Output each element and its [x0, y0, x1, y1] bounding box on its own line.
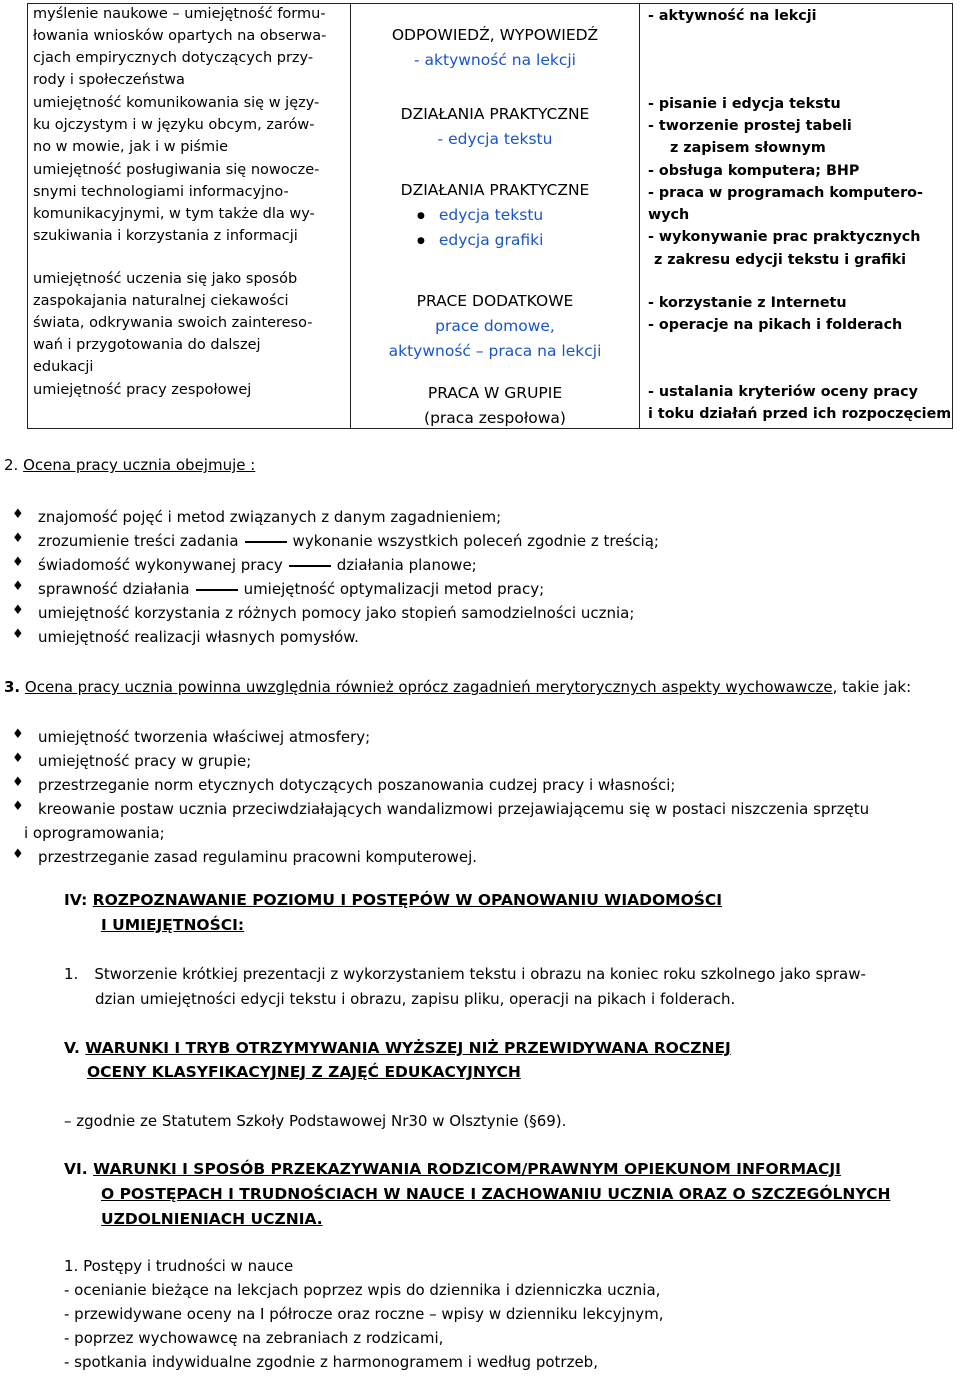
list-item: ♦ znajomość pojęć i metod związanych z danym zagadnieniem; [12, 507, 502, 526]
table-cell-text: z zapisem słownym [670, 140, 826, 156]
table-cell-text: - ustalania kryteriów oceny pracy [648, 384, 918, 400]
table-cell-text: komunikacyjnymi, w tym także dla wy- [33, 206, 315, 222]
section-title: Ocena pracy ucznia obejmuje : [23, 456, 256, 474]
paragraph-line: - spotkania indywidualne zgodnie z harmonogramem i według potrzeb, [64, 1353, 598, 1371]
list-item: ♦ umiejętność realizacji własnych pomysłów. [12, 627, 359, 646]
table-cell-text: aktywność – praca na lekcji [388, 342, 602, 360]
table-cell-text: rody i społeczeństwa [33, 72, 185, 88]
diamond-bullet-icon: ♦ [12, 799, 24, 814]
section-title-continued: OCENY KLASYFIKACYJNEJ Z ZAJĘĆ EDUKACYJNYCH [87, 1063, 521, 1081]
section-title: WARUNKI I TRYB OTRZYMYWANIA WYŻSZEJ NIŻ PRZEWIDYWANA ROCZNEJ [85, 1039, 731, 1057]
table-cell-text: ku ojczystym i w języku obcym, zarów- [33, 117, 315, 133]
diamond-bullet-icon: ♦ [12, 751, 24, 766]
table-cell-text: myślenie naukowe – umiejętność formu- [33, 6, 326, 22]
section-title-continued: I UMIEJĘTNOŚCI: [101, 916, 245, 934]
section-6-heading [64, 1160, 841, 1178]
table-cell-text: - tworzenie prostej tabeli [648, 118, 852, 134]
list-item: ♦ przestrzeganie norm etycznych dotyczących poszanowania cudzej pracy i własności; [12, 775, 676, 794]
section-2-heading [4, 456, 255, 474]
list-item: ♦ umiejętność tworzenia właściwej atmosfery; [12, 727, 371, 746]
table-cell-text: - edycja tekstu [437, 130, 553, 148]
table-cell-text: - aktywność na lekcji [414, 51, 576, 69]
table-cell-text: szukiwania i korzystania z informacji [33, 228, 298, 244]
table-cell-heading: PRACE DODATKOWE [416, 292, 574, 310]
table-cell-text: edukacji [33, 359, 94, 375]
section-5-heading [64, 1039, 731, 1057]
table-cell-text: cjach empirycznych dotyczących przy- [33, 50, 314, 66]
bullet-item: ● edycja grafiki [417, 231, 543, 249]
list-item: ♦ kreowanie postaw ucznia przeciwdziałających wandalizmowi przejawiającemu się w postaci niszczenia sprzętu [12, 799, 870, 818]
section-number: 2. [4, 456, 19, 474]
section-title: Ocena pracy ucznia powinna uwzględnia również oprócz zagadnień merytorycznych aspekty wychowawcze [24, 678, 833, 696]
section-title: WARUNKI I SPOSÓB PRZEKAZYWANIA RODZICOM/PRAWNYM OPIEKUNOM INFORMACJI [93, 1160, 841, 1178]
list-item: ♦ umiejętność korzystania z różnych pomocy jako stopień samodzielności ucznia; [12, 603, 635, 622]
table-cell-text: no w mowie, jak i w piśmie [33, 139, 229, 155]
table-cell-text: - wykonywanie prac praktycznych [648, 229, 921, 245]
section-title-continued: UZDOLNIENIACH UCZNIA. [101, 1210, 323, 1228]
section-number: V. [64, 1039, 80, 1057]
section-number: IV: [64, 891, 88, 909]
table-cell-text: zaspokajania naturalnej ciekawości [33, 293, 289, 309]
section-4-heading [64, 891, 722, 909]
table-cell-text: - korzystanie z Internetu [648, 295, 847, 311]
activities-column [640, 4, 953, 429]
table-cell-text: umiejętność uczenia się jako sposób [33, 271, 298, 287]
competency-table [27, 3, 953, 429]
table-cell-heading: DZIAŁANIA PRAKTYCZNE [400, 105, 590, 123]
table-cell-text: wań i przygotowania do dalszej [33, 337, 261, 353]
paragraph-line: - przewidywane oceny na I półrocze oraz roczne – wpisy w dzienniku lekcyjnym, [64, 1305, 664, 1323]
forms-column [351, 4, 640, 429]
paragraph-line: - poprzez wychowawcę na zebraniach z rodzicami, [64, 1329, 444, 1347]
table-cell-text: - obsługa komputera; BHP [648, 163, 860, 179]
table-cell-text: z zakresu edycji tekstu i grafiki [654, 252, 907, 268]
table-cell-text: umiejętność komunikowania się w języ- [33, 95, 320, 111]
table-cell-text: świata, odkrywania swoich zaintereso- [33, 315, 313, 331]
section-5-text: – zgodnie ze Statutem Szkoły Podstawowej Nr30 w Olsztynie (§69). [64, 1112, 567, 1130]
section-number: 3. [4, 678, 21, 696]
list-item: ♦ przestrzeganie zasad regulaminu pracowni komputerowej. [12, 847, 478, 866]
table-cell-text: snymi technologiami informacyjno- [33, 184, 289, 200]
table-cell-text: - praca w programach komputero- [648, 185, 923, 201]
list-item: ♦ zrozumienie treści zadania wykonanie wszystkich poleceń zgodnie z treścią; [12, 531, 659, 550]
diamond-bullet-icon: ♦ [12, 555, 24, 570]
table-cell-text: wych [648, 207, 690, 223]
list-item: ♦ sprawność działania umiejętność optymalizacji metod pracy; [12, 579, 545, 598]
table-cell-heading: ODPOWIEDŹ, WYPOWIEDŹ [391, 26, 599, 44]
table-cell-text: - aktywność na lekcji [648, 8, 817, 24]
numbered-item: 1. Stworzenie krótkiej prezentacji z wykorzystaniem tekstu i obrazu na koniec roku szkolnego jako spraw- [64, 965, 866, 983]
table-cell-text: (praca zespołowa) [424, 409, 566, 427]
table-cell-text: prace domowe, [435, 317, 555, 335]
diamond-bullet-icon: ♦ [12, 847, 24, 862]
diamond-bullet-icon: ♦ [12, 727, 24, 742]
table-cell-text: umiejętność pracy zespołowej [33, 382, 252, 398]
table-cell-text: - pisanie i edycja tekstu [648, 96, 841, 112]
competencies-column [28, 4, 351, 429]
list-item: ♦ świadomość wykonywanej pracy działania planowe; [12, 555, 477, 574]
paragraph-line: 1. Postępy i trudności w nauce [64, 1257, 294, 1275]
table-cell-text: umiejętność posługiwania się nowocze- [33, 162, 320, 178]
diamond-bullet-icon: ♦ [12, 627, 24, 642]
numbered-item-continued: dzian umiejętności edycji tekstu i obrazu, zapisu pliku, operacji na pikach i folderach. [95, 990, 736, 1008]
diamond-bullet-icon: ♦ [12, 531, 24, 546]
diamond-bullet-icon: ♦ [12, 507, 24, 522]
table-cell-heading: DZIAŁANIA PRAKTYCZNE [400, 181, 590, 199]
bullet-item: ● edycja tekstu [417, 206, 543, 224]
diamond-bullet-icon: ♦ [12, 579, 24, 594]
list-item: ♦ umiejętność pracy w grupie; [12, 751, 252, 770]
table-cell-heading: PRACA W GRUPIE [427, 384, 563, 402]
section-title-continued: O POSTĘPACH I TRUDNOŚCIACH W NAUCE I ZACHOWANIU UCZNIA ORAZ O SZCZEGÓLNYCH [101, 1185, 891, 1203]
table-cell-text: i toku działań przed ich rozpoczęciem [648, 406, 952, 422]
diamond-bullet-icon: ♦ [12, 775, 24, 790]
table-cell-text: - operacje na pikach i folderach [648, 317, 903, 333]
table-cell-text: łowania wniosków opartych na obserwa- [33, 28, 327, 44]
diamond-bullet-icon: ♦ [12, 603, 24, 618]
list-item-continuation: i oprogramowania; [24, 824, 165, 842]
section-3-heading: 3. Ocena pracy ucznia powinna uwzględnia również oprócz zagadnień merytorycznych aspekty wychowawcze, takie jak: [4, 678, 912, 696]
section-title: ROZPOZNAWANIE POZIOMU I POSTĘPÓW W OPANOWANIU WIADOMOŚCI [92, 891, 723, 909]
section-number: VI. [64, 1160, 88, 1178]
paragraph-line: - ocenianie bieżące na lekcjach poprzez wpis do dziennika i dzienniczka ucznia, [64, 1281, 661, 1299]
